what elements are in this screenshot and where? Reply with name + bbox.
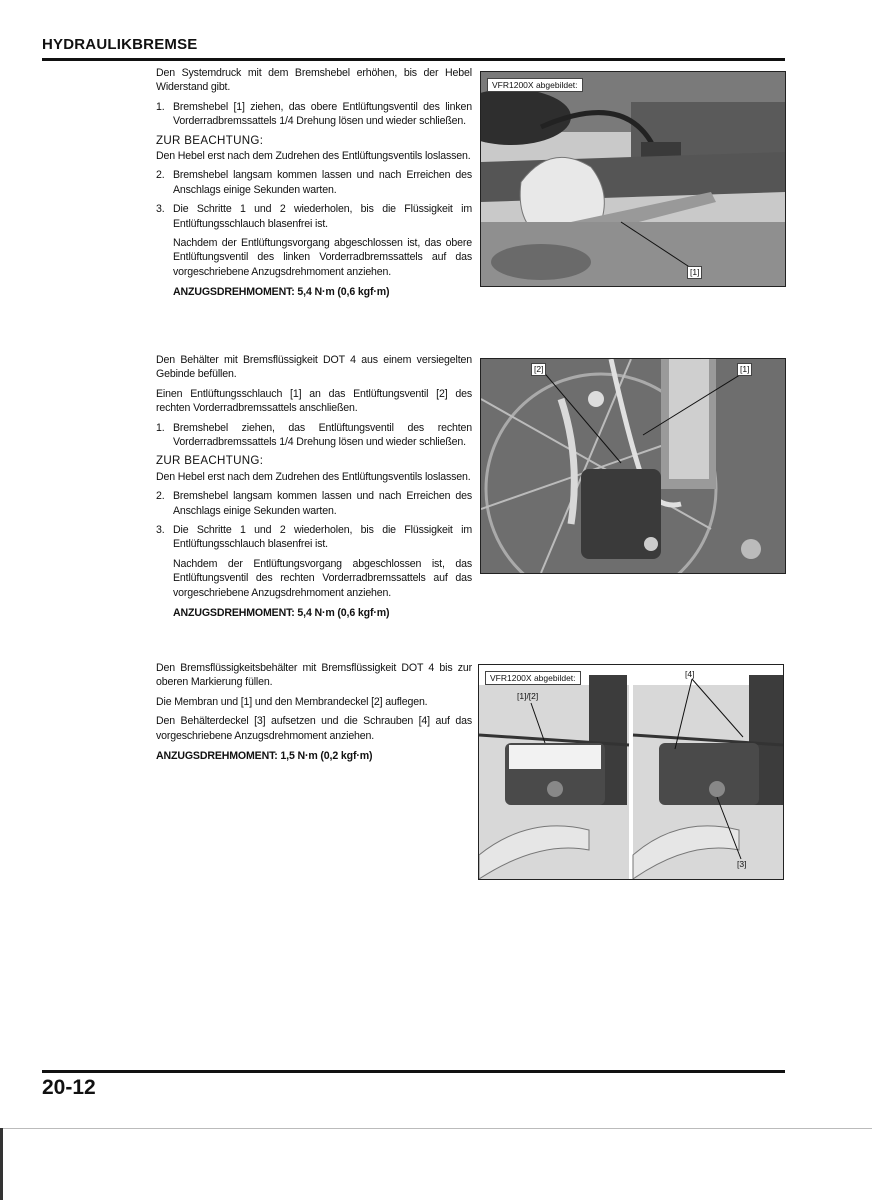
- section-1-text: [156, 66, 472, 305]
- section-1-step-1: 1. Bremshebel [1] ziehen, das obere Entlüftungsventil des linken Vorderradbremssattels 1/4 Drehung lösen und wieder schließen.: [156, 100, 472, 128]
- section-1-intro: Den Systemdruck mit dem Bremshebel erhöhen, bis der Hebel Widerstand gibt.: [156, 67, 472, 94]
- figure-3-label-1-2: [1]/[2]: [517, 691, 539, 701]
- footer-rule: [42, 1070, 785, 1073]
- figure-1-caption: VFR1200X abgebildet:: [487, 78, 583, 92]
- section-3-p1: Den Bremsflüssigkeitsbehälter mit Bremsflüssigkeit DOT 4 bis zur oberen Markierung füllen.: [156, 662, 472, 689]
- section-1-note-text: Den Hebel erst nach dem Zudrehen des Entlüftungsventils loslassen.: [156, 150, 471, 163]
- section-2-step-2: 2. Bremshebel langsam kommen lassen und nach Erreichen des Anschlags einige Sekunden warten.: [156, 490, 472, 517]
- page-header: [42, 36, 785, 53]
- section-3-text: [156, 661, 472, 768]
- header-rule: [42, 58, 785, 61]
- page-number: 20-12: [42, 1076, 96, 1099]
- figure-caliper: [480, 358, 786, 574]
- figure-3-label-4: [4]: [685, 669, 695, 679]
- scan-left-edge: [0, 1128, 3, 1200]
- section-3-p3: Den Behälterdeckel [3] aufsetzen und die Schrauben [4] auf das vorgeschriebene Anzugsdrehmoment anziehen.: [156, 715, 472, 742]
- brake-lever-photo: [481, 72, 785, 286]
- section-3-p2: Die Membran und [1] und den Membrandeckel [2] auflegen.: [156, 695, 428, 708]
- section-2-step-3: 3. Die Schritte 1 und 2 wiederholen, bis die Flüssigkeit im Entlüftungsschlauch blasenfrei ist.: [156, 524, 472, 551]
- section-2-intro-2: Einen Entlüftungsschlauch [1] an das Entlüftungsventil [2] des rechten Vorderradbremssattels anschließen.: [156, 387, 472, 415]
- section-2-note-title: ZUR BEACHTUNG:: [156, 454, 264, 468]
- section-2-torque: ANZUGSDREHMOMENT: 5,4 N·m (0,6 kgf·m): [173, 607, 390, 620]
- section-1-step-2: 2. Bremshebel langsam kommen lassen und nach Erreichen des Anschlags einige Sekunden warten.: [156, 169, 472, 196]
- figure-brake-lever: [480, 71, 786, 287]
- figure-2-label-2: [2]: [531, 363, 546, 376]
- section-3-torque: ANZUGSDREHMOMENT: 1,5 N·m (0,2 kgf·m): [156, 750, 373, 763]
- scan-edge: [0, 1128, 872, 1129]
- figure-3-caption: VFR1200X abgebildet:: [485, 671, 581, 685]
- section-2-after: Nachdem der Entlüftungsvorgang abgeschlossen ist, das Entlüftungsventil des rechten Vorderradbremssattels auf das vorgeschriebene Anzugsdrehmoment anziehen.: [173, 557, 472, 599]
- section-1-after: Nachdem der Entlüftungsvorgang abgeschlossen ist, das obere Entlüftungsventil des linken Vorderradbremssattels auf das vorgeschriebene Anzugsdrehmoment anziehen.: [173, 237, 472, 278]
- section-2-note-text: Den Hebel erst nach dem Zudrehen des Entlüftungsventils loslassen.: [156, 470, 471, 483]
- figure-reservoir: [478, 664, 784, 880]
- section-1-torque: ANZUGSDREHMOMENT: 5,4 N·m (0,6 kgf·m): [173, 286, 390, 299]
- section-1-note-title: ZUR BEACHTUNG:: [156, 133, 264, 147]
- caliper-photo: [481, 359, 785, 573]
- figure-2-label-1: [1]: [737, 363, 752, 376]
- figure-1-label-1: [1]: [687, 266, 702, 279]
- page-title: HYDRAULIKBREMSE: [42, 36, 198, 53]
- section-2-intro-1: Den Behälter mit Bremsflüssigkeit DOT 4 aus einem versiegelten Gebinde befüllen.: [156, 354, 472, 381]
- figure-3-label-3: [3]: [737, 859, 747, 869]
- section-1-step-3: 3. Die Schritte 1 und 2 wiederholen, bis die Flüssigkeit im Entlüftungsschlauch blasenfrei ist.: [156, 203, 472, 230]
- section-2-text: [156, 353, 472, 626]
- section-2-step-1: 1. Bremshebel ziehen, das Entlüftungsventil des rechten Vorderradbremssattels 1/4 Drehung lösen und wieder schließen.: [156, 421, 472, 449]
